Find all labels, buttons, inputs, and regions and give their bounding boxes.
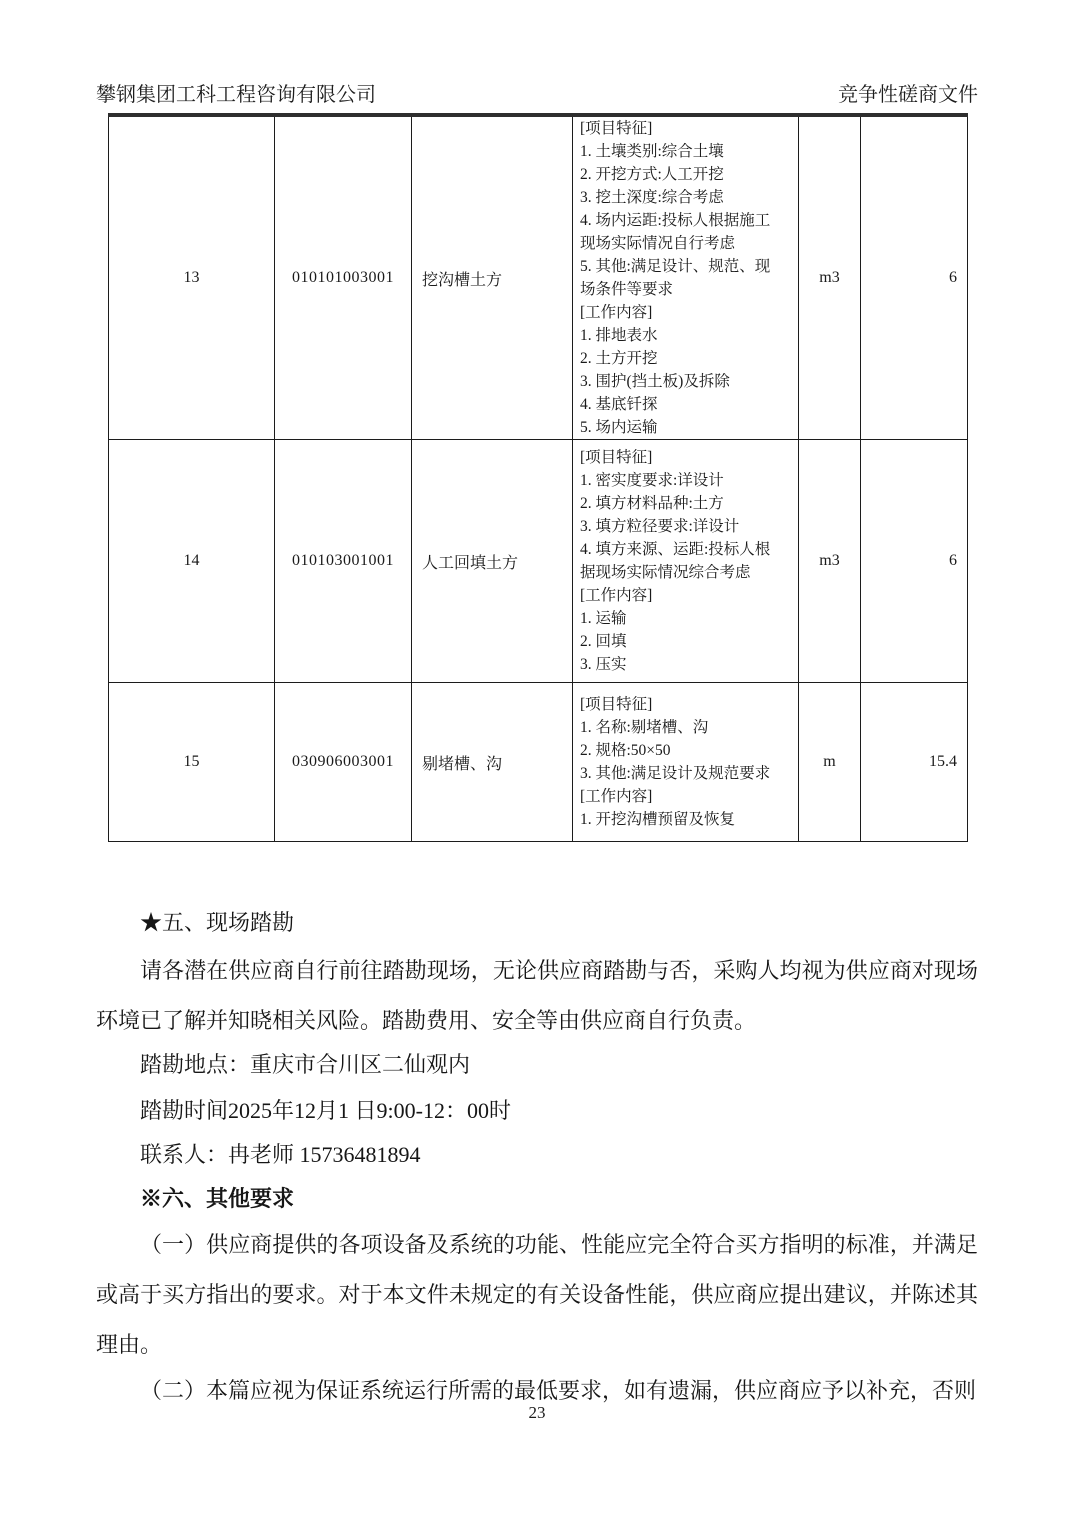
row-serial-number: 15 xyxy=(109,683,275,842)
row-item-name: 剔堵槽、沟 xyxy=(412,683,573,842)
row-quantity: 6 xyxy=(861,440,968,683)
row-serial-number: 14 xyxy=(109,440,275,683)
visit-time-line: 踏勘时间2025年12月1 日9:00-12：00时 xyxy=(140,1098,511,1123)
requirement2-paragraph: （二）本篇应视为保证系统运行所需的最低要求，如有遗漏，供应商应予以补充，否则 xyxy=(140,1378,977,1403)
row-item-name: 挖沟槽土方 xyxy=(412,115,573,440)
contact-line: 联系人：冉老师 15736481894 xyxy=(140,1142,421,1167)
table-row xyxy=(109,440,968,683)
table-row xyxy=(109,115,968,440)
table-row xyxy=(109,683,968,842)
row-unit: m3 xyxy=(799,440,861,683)
row-item-code: 030906003001 xyxy=(275,683,412,842)
boq-table xyxy=(108,113,968,842)
requirement1-paragraph: （一）供应商提供的各项设备及系统的功能、性能应完全符合买方指明的标准，并满足或高于买方指出的要求。对于本文件未规定的有关设备性能，供应商应提出建议，并陈述其理由。 xyxy=(96,1232,978,1357)
row-item-code: 010103001001 xyxy=(275,440,412,683)
row-unit: m3 xyxy=(799,115,861,440)
site-visit-paragraph: 请各潜在供应商自行前往踏勘现场，无论供应商踏勘与否，采购人均视为供应商对现场环境已了解并知晓相关风险。踏勘费用、安全等由供应商自行负责。 xyxy=(96,958,978,1033)
row-item-features: [项目特征] 1. 土壤类别:综合土壤 2. 开挖方式:人工开挖 3. 挖土深度:综合考虑 4. 场内运距:投标人根据施工 现场实际情况自行考虑 5. 其他:满足设计、规范、现 场条件等要求 [工作内容] 1. 排地表水 2. 土方开挖 3. 围护(挡土板)及拆除 4. 基底钎探 5. 场内运输 xyxy=(573,115,799,440)
page-header xyxy=(96,82,978,108)
row-serial-number: 13 xyxy=(109,115,275,440)
row-item-name: 人工回填土方 xyxy=(412,440,573,683)
row-item-features: [项目特征] 1. 名称:剔堵槽、沟 2. 规格:50×50 3. 其他:满足设计及规范要求 [工作内容] 1. 开挖沟槽预留及恢复 xyxy=(573,683,799,842)
row-quantity: 15.4 xyxy=(861,683,968,842)
section6-title: ※六、其他要求 xyxy=(140,1186,295,1211)
row-quantity: 6 xyxy=(861,115,968,440)
header-company-name: 攀钢集团工科工程咨询有限公司 xyxy=(96,84,376,106)
section5-title: ★五、现场踏勘 xyxy=(140,910,295,935)
row-unit: m xyxy=(799,683,861,842)
row-item-code: 010101003001 xyxy=(275,115,412,440)
header-doc-type: 竞争性磋商文件 xyxy=(838,84,978,106)
row-item-features: [项目特征] 1. 密实度要求:详设计 2. 填方材料品种:土方 3. 填方粒径要求:详设计 4. 填方来源、运距:投标人根 据现场实际情况综合考虑 [工作内容] 1. 运输 2. 回填 3. 压实 xyxy=(573,440,799,683)
page-number: 23 xyxy=(528,1403,546,1422)
visit-location-line: 踏勘地点：重庆市合川区二仙观内 xyxy=(140,1052,471,1077)
